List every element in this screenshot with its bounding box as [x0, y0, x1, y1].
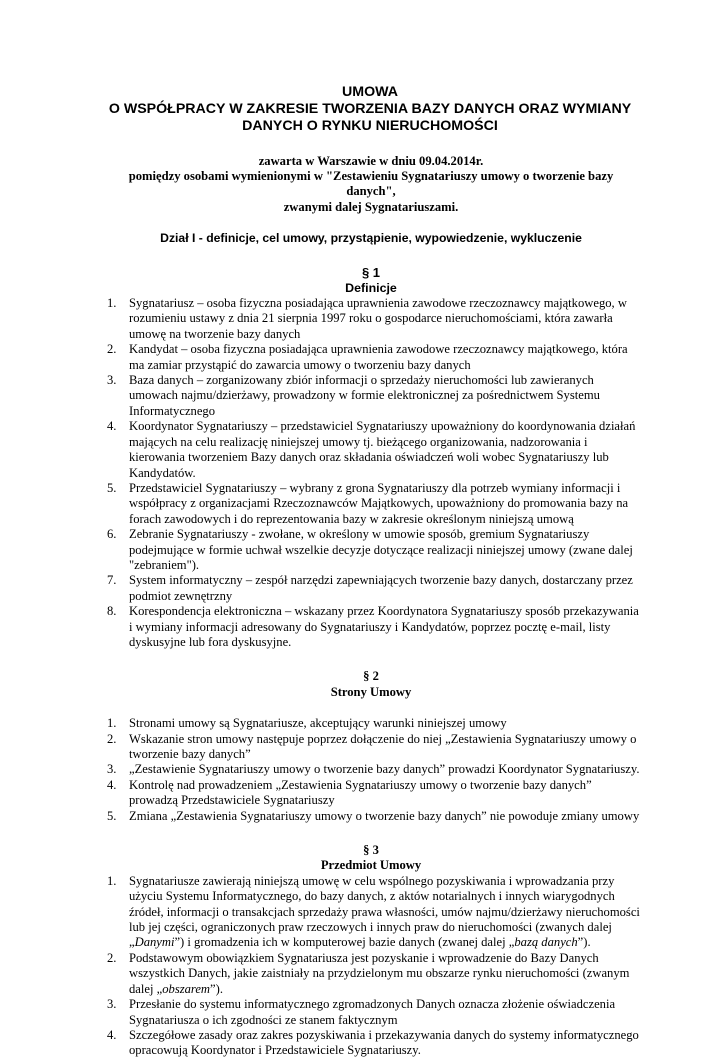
- title-line-1: UMOWA: [342, 84, 398, 100]
- item-text: Kandydat – osoba fizyczna posiadająca uprawnienia zawodowe rzeczoznawcy majątkowego, która ma zamiar przystąpić do zawarcia umowy o tworzeniu bazy danych: [129, 342, 628, 372]
- item-number: 2.: [107, 731, 117, 746]
- list-item: [91, 778, 641, 809]
- item-number: 1.: [107, 873, 117, 888]
- called-line: zwanymi dalej Sygnatariuszami.: [283, 199, 459, 214]
- text-part: Sygnatariusze zawierają niniejszą umowę w celu wspólnego pozyskiwania i wprowadzania przy użyciu Systemu Informatycznego, do bazy danych, z aktów notarialnych i innych wiarygodnych źródeł, informacji o transakcjach sprzedaży prawa własności, umów najmu/dzierżawy nieruchomości lub jej części, ograniczonych praw rzeczowych i innych praw do nieruchomości (zwanych dalej „: [129, 873, 640, 950]
- spacer: [107, 700, 635, 716]
- section-3-title: Przedmiot Umowy: [320, 858, 422, 873]
- item-text: Stronami umowy są Sygnatariusze, akceptujący warunki niniejszej umowy: [129, 716, 507, 731]
- item-text: Kontrolę nad prowadzeniem „Zestawienia Sygnatariuszy umowy o tworzenie bazy danych” prowadzą Przedstawiciele Sygnatariuszy: [129, 777, 592, 808]
- item-number: 8.: [107, 604, 117, 619]
- item-text: Korespondencja elektroniczna – wskazany przez Koordynatora Sygnatariuszy sposób przekazywania i wymiany informacji adresowany do Sygnatariuszy i Kandydatów, poprzez pocztę e-mail, listy dyskusyjne lub fora dyskusyjne.: [129, 604, 639, 649]
- subject-list: [91, 874, 641, 1059]
- list-item: [91, 373, 641, 419]
- item-number: 7.: [107, 573, 117, 588]
- item-number: 2.: [107, 950, 117, 965]
- item-number: 6.: [107, 527, 117, 542]
- contract-preamble: [107, 154, 635, 215]
- item-text: Koordynator Sygnatariuszy – przedstawiciel Sygnatariuszy upoważniony do koordynowania działań mających na celu realizację niniejszej umowy tj. bieżącego organizowania, nadzorowania i kierowania tworzeniem Bazy danych oraz składania oświadczeń woli wobec Sygnatariuszy lub Kandydatów.: [129, 419, 636, 480]
- item-text: Zebranie Sygnatariuszy - zwołane, w określony w umowie sposób, gremium Sygnatariuszy podejmujące w formie uchwał wszelkie decyzje dotyczące realizacji niniejszej umowy (zwane dalej "zebraniem").: [129, 527, 633, 572]
- text-part: ”).: [577, 935, 591, 950]
- item-number: 4.: [107, 1027, 117, 1042]
- list-item: [91, 481, 641, 527]
- section-1-sign: § 1: [361, 265, 381, 281]
- item-text: System informatyczny – zespół narzędzi zapewniających tworzenie bazy danych, dostarczany przez podmiot zewnętrzny: [129, 573, 633, 603]
- list-item: [91, 527, 641, 573]
- document-title: [85, 84, 655, 135]
- item-number: 5.: [107, 808, 117, 823]
- item-number: 4.: [107, 419, 117, 434]
- list-item: [91, 951, 641, 997]
- part-heading: Dział I - definicje, cel umowy, przystąpienie, wypowiedzenie, wykluczenie: [160, 230, 582, 245]
- item-number: 4.: [107, 777, 117, 792]
- item-number: 1.: [107, 296, 117, 311]
- item-text: [129, 951, 629, 996]
- between-line: pomiędzy osobami wymienionymi w "Zestawieniu Sygnatariuszy umowy o tworzenie bazy danych",: [128, 169, 614, 199]
- text-part: Podstawowym obowiązkiem Sygnatariusza jest pozyskanie i wprowadzenie do Bazy Danych wszystkich Danych, jakie zaistniały na przydzielonym mu obszarze rynku nieruchomości (zwanym dalej „: [129, 950, 630, 996]
- list-item: [91, 809, 641, 824]
- list-item: [91, 1028, 641, 1059]
- list-item: [91, 762, 641, 777]
- item-number: 5.: [107, 480, 117, 495]
- list-item: [91, 296, 641, 342]
- item-text: Wskazanie stron umowy następuje poprzez dołączenie do niej „Zestawienia Sygnatariuszy umowy o tworzenie bazy danych”: [129, 731, 637, 761]
- section-2-title: Strony Umowy: [330, 684, 412, 699]
- item-text: „Zestawienie Sygnatariuszy umowy o tworzenie bazy danych” prowadzi Koordynator Sygnatariuszy.: [129, 762, 640, 777]
- text-part: ”).: [210, 981, 223, 996]
- item-number: 3.: [107, 762, 117, 777]
- item-text: Przedstawiciel Sygnatariuszy – wybrany z grona Sygnatariuszy dla potrzeb wymiany informacji i współpracy z organizacjami Rzeczoznawców Majątkowych, upoważniony do promowania bazy na forach zawodowych i do reprezentowania bazy w zakresie określonym niniejszą umową: [129, 480, 629, 526]
- item-number: 3.: [107, 373, 117, 388]
- list-item: [91, 716, 641, 731]
- list-item: [91, 342, 641, 373]
- item-text: Baza danych – zorganizowany zbiór informacji o sprzedaży nieruchomości lub zawieranych umowach najmu/dzierżawy, prowadzony w formie elektronicznej za pośrednictwem Systemu Informatycznego: [129, 373, 600, 418]
- list-item: [91, 419, 641, 481]
- defined-term: Danymi: [134, 935, 175, 950]
- text-part: ”) i gromadzenia ich w komputerowej bazie danych (zwanej dalej „: [174, 935, 515, 950]
- list-item: [91, 732, 641, 763]
- item-number: 1.: [107, 716, 117, 731]
- list-item: [91, 573, 641, 604]
- item-text: [129, 874, 640, 950]
- item-text: Sygnatariusz – osoba fizyczna posiadająca uprawnienia zawodowe rzeczoznawcy majątkowego, w rozumieniu ustawy z dnia 21 sierpnia 1997 roku o gospodarce nieruchomościami, która zawarła umowę na tworzenie bazy danych: [129, 296, 627, 341]
- defined-term: obszarem: [162, 981, 211, 996]
- title-line-2: O WSPÓŁPRACY W ZAKRESIE TWORZENIA BAZY DANYCH ORAZ WYMIANY DANYCH O RYNKU NIERUCHOMOŚCI: [108, 101, 632, 134]
- section-3-sign: § 3: [363, 843, 379, 858]
- definitions-list: [91, 296, 641, 650]
- item-number: 2.: [107, 342, 117, 357]
- section-2-sign: § 2: [363, 669, 379, 684]
- section-1-title: Definicje: [345, 280, 397, 295]
- list-item: [91, 874, 641, 951]
- list-item: [91, 604, 641, 650]
- item-number: 3.: [107, 997, 117, 1012]
- concluded-line: zawarta w Warszawie w dniu 09.04.2014r.: [258, 154, 484, 168]
- parties-list: [91, 716, 641, 824]
- item-text: Przesłanie do systemu informatycznego zgromadzonych Danych oznacza złożenie oświadczenia Sygnatariusza o ich zgodności ze stanem faktycznym: [129, 997, 616, 1027]
- defined-term: bazą danych: [514, 935, 578, 950]
- item-text: Zmiana „Zestawienia Sygnatariuszy umowy o tworzenie bazy danych” nie powoduje zmiany umowy: [129, 808, 640, 823]
- list-item: [91, 997, 641, 1028]
- item-text: Szczegółowe zasady oraz zakres pozyskiwania i przekazywania danych do systemy informatycznego opracowują Koordynator i Przedstawiciele Sygnatariuszy.: [129, 1027, 639, 1058]
